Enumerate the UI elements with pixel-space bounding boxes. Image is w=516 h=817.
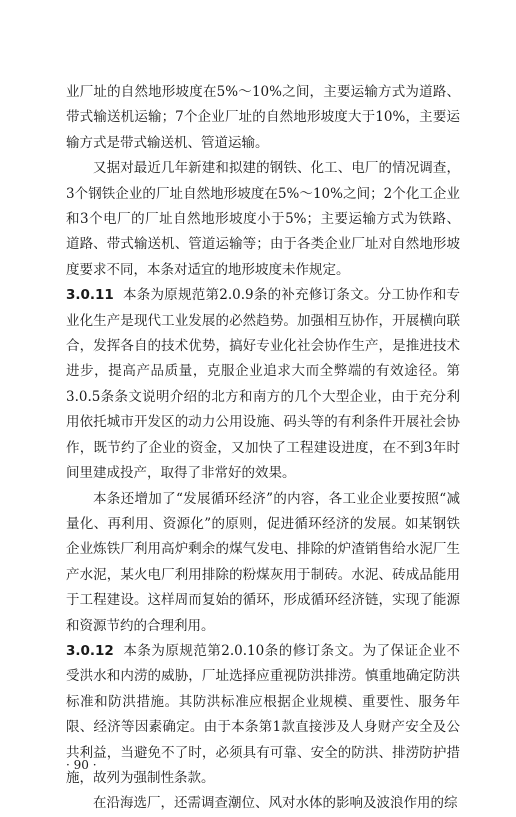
paragraph-5 [66,639,460,791]
paragraph-text: 在沿海选厂，还需调查潮位、风对水体的影响及波浪作用的综 [93,795,458,812]
page-number: · 90 · [66,758,97,772]
paragraph-3 [66,283,460,486]
paragraph-text: 业厂址的自然地形坡度在5%～10%之间，主要运输方式为道路、带式输送机运输；7个企业厂址的自然地形坡度大于10%，主要运输方式是带式输送机、管道运输。 [66,84,460,151]
document-body [66,80,460,817]
paragraph-text: 本条为原规范第2.0.10条的修订条文。为了保证企业不受洪水和内涝的威胁，厂址选择应重视防洪排涝。慎重地确定防洪标准和防洪措施。其防洪标准应根据企业规模、重要性、服务年限、经济等因素确定。由于本条第1款直接涉及人身财产安全及公共利益，当避免不了时，必须具有可靠、安全的防洪、排涝防护措施，故列为强制性条款。 [66,642,460,786]
paragraph-4 [66,487,460,639]
clause-number: 3.0.11 [66,287,114,304]
paragraph-text: 本条还增加了“发展循环经济”的内容，各工业企业要按照“减量化、再利用、资源化”的原则，促进循环经济的发展。如某钢铁企业炼铁厂利用高炉剩余的煤气发电、排除的炉渣销售给水泥厂生产水泥，某火电厂利用排除的粉煤灰用于制砖。水泥、砖成品能用于工程建设。这样周而复始的循环，形成循环经济链，实现了能源和资源节约的合理利用。 [66,490,460,634]
paragraph-text: 又据对最近几年新建和拟建的钢铁、化工、电厂的情况调查，3个钢铁企业的厂址自然地形坡度在5%～10%之间；2个化工企业和3个电厂的厂址自然地形坡度小于5%；主要运输方式为铁路、道路、带式输送机、管道运输等；由于各类企业厂址对自然地形坡度要求不同，本条对适宜的地形坡度未作规定。 [66,160,460,278]
paragraph-text: 本条为原规范第2.0.9条的补充修订条文。分工协作和专业化生产是现代工业发展的必然趋势。加强相互协作，开展横向联合，发挥各自的技术优势，搞好专业化社会协作生产，是推进技术进步，提高产品质量，克服企业追求大而全弊端的有效途径。第3.0.5条条文说明介绍的北方和南方的几个大型企业，由于充分利用依托城市开发区的动力公用设施、码头等的有利条件开展社会协作，既节约了企业的资金，又加快了工程建设进度，在不到3年时间里建成投产，取得了非常好的效果。 [66,287,460,482]
clause-number: 3.0.12 [66,642,114,659]
paragraph-1 [66,80,460,156]
paragraph-2 [66,156,460,283]
paragraph-6 [66,791,460,816]
